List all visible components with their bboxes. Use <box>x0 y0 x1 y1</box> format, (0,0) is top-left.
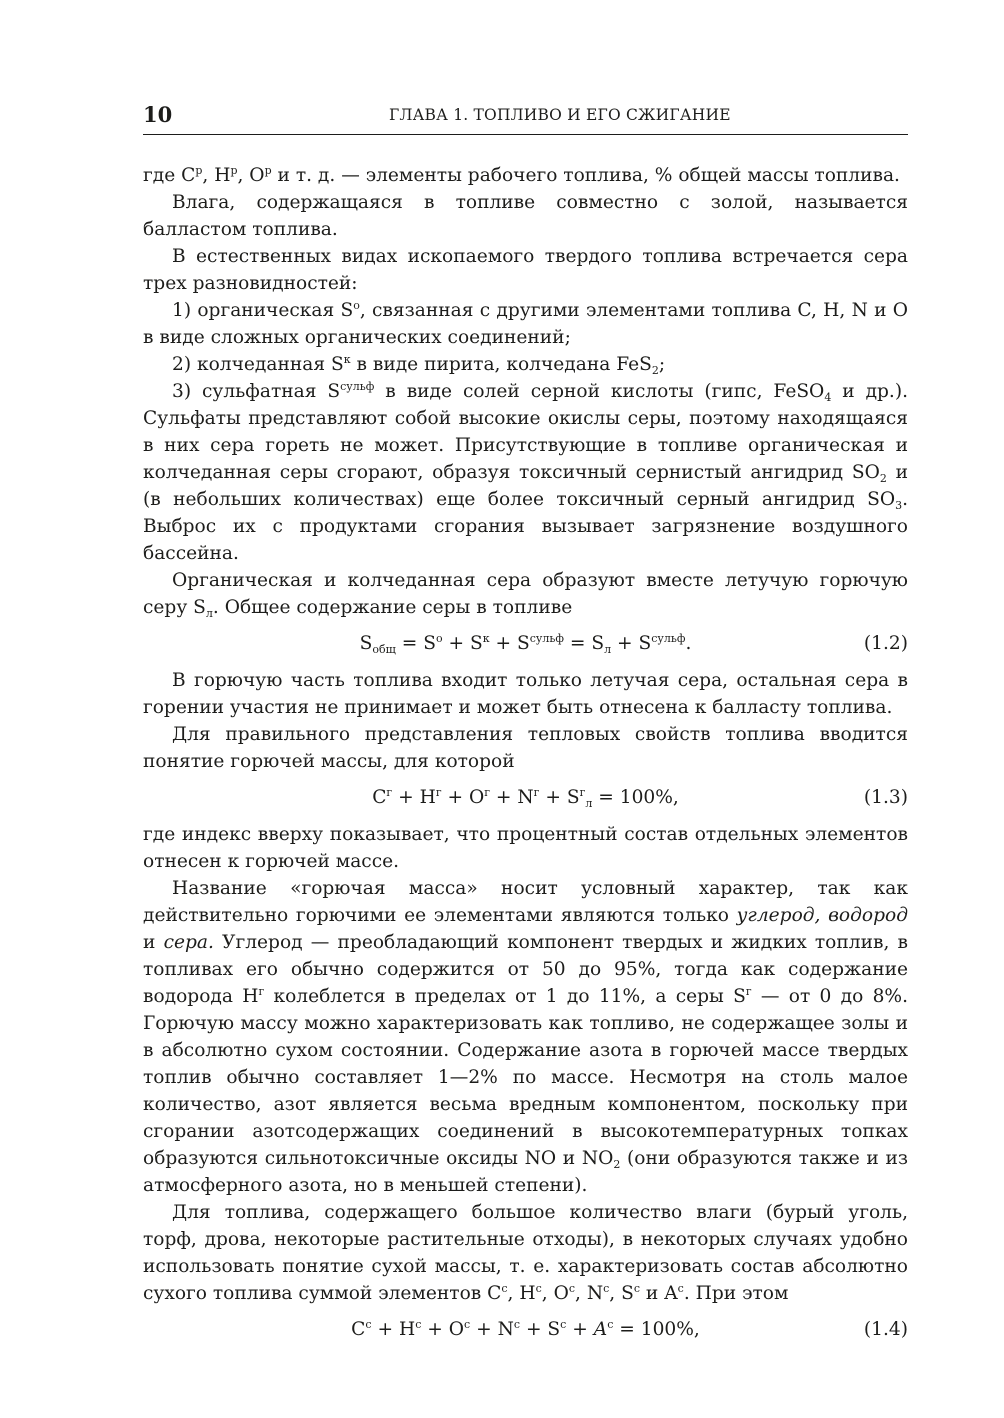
formula-number: (1.2) <box>863 633 908 654</box>
paragraph-2: Влага, содержащаяся в топливе совместно с золой, называется балластом топлива. <box>143 192 908 240</box>
paragraph-10: где индекс вверху показывает, что процентный состав отдельных элементов отнесен к горючей массе. <box>143 824 908 872</box>
formula-1-4 <box>143 1316 908 1343</box>
formula-number: (1.3) <box>863 787 908 808</box>
formula-expression: $S_{общ} = S^о + S^к + S^{сульф} = S_л + S^{сульф}$. <box>359 632 692 656</box>
paragraph-12: Для топлива, содержащего большое количество влаги (бурый уголь, торф, дрова, некоторые растительные отходы), в некоторых случаях удобно использовать понятие сухой массы, т. е. характеризовать состав абсолютно сухого топлива суммой элементов $C^с$, $H^с$, $O^с$, $N^с$, $S^с$ и $A^с$. При этом <box>143 1202 908 1304</box>
running-head: ГЛАВА 1. ТОПЛИВО И ЕГО СЖИГАНИЕ <box>389 106 731 124</box>
list-item-sulfate-sulfur: 3) сульфатная $S^{сульф}$ в виде солей серной кислоты (гипс, FeSO$_4$ и др.). Сульфаты представляют собой высокие окислы серы, поэтому находящаяся в них сера гореть не может. Присутствующие в топливе органическая и колчеданная серы сгорают, образуя токсичный сернистый ангидрид $SO_2$ и (в небольших количествах) еще более токсичный серный ангидрид $SO_3$. Выброс их с продуктами сгорания вызывает загрязнение воздушного бассейна. <box>143 380 909 564</box>
paragraph-volatile-sulfur: Органическая и колчеданная сера образуют вместе летучую горючую серу $S_л$. Общее содержание серы в топливе <box>143 570 908 620</box>
list-item-organic-sulfur: 1) органическая $S^о$, связанная с другими элементами топлива C, H, N и O в виде сложных органических соединений; <box>143 299 909 348</box>
paragraph-1: где $C^р$, $H^р$, $O^р$ и т. д. — элементы рабочего топлива, % общей массы топлива. <box>143 164 900 186</box>
page-header <box>143 100 908 135</box>
formula-1-3 <box>143 784 908 811</box>
formula-1-2 <box>143 630 908 657</box>
formula-number: (1.4) <box>863 1319 908 1340</box>
paragraph-11: Название «горючая масса» носит условный характер, так как действительно горючими ее элементами являются только углерод, водород и сера. Углерод — преобладающий компонент твердых и жидких топлив, в топливах его обычно содержится от 50 до 95%, тогда как содержание водорода $H^г$ колеблется в пределах от 1 до 11%, а серы $S^г$ — от 0 до 8%. Горючую массу можно характеризовать как топливо, не содержащее золы и в абсолютно сухом состоянии. Содержание азота в горючей массе твердых топлив обычно составляет 1—2% по массе. Несмотря на столь малое количество, азот является весьма вредным компонентом, поскольку при сгорании азотсодержащих соединений в высокотемпературных топках образуются сильнотоксичные оксиды NO и $NO_2$ (они образуются также и из атмосферного азота, но в меньшей степени). <box>143 878 908 1196</box>
list-item-pyrite-sulfur: 2) колчеданная $S^к$ в виде пирита, колчедана FeS$_2$; <box>172 353 666 377</box>
page-body <box>143 162 908 1353</box>
formula-expression: $C^с + H^с + O^с + N^с + S^с + A^с = 100\%$, <box>351 1318 700 1340</box>
page-number: 10 <box>143 102 173 127</box>
paragraph-8: В горючую часть топлива входит только летучая сера, остальная сера в горении участия не принимает и может быть отнесена к балласту топлива. <box>143 670 908 718</box>
paragraph-9: Для правильного представления тепловых свойств топлива вводится понятие горючей массы, для которой <box>143 724 908 772</box>
paragraph-3: В естественных видах ископаемого твердого топлива встречается сера трех разновидностей: <box>143 246 908 294</box>
formula-expression: $C^г + H^г + O^г + N^г + S^г_л = 100\%$, <box>372 786 679 810</box>
